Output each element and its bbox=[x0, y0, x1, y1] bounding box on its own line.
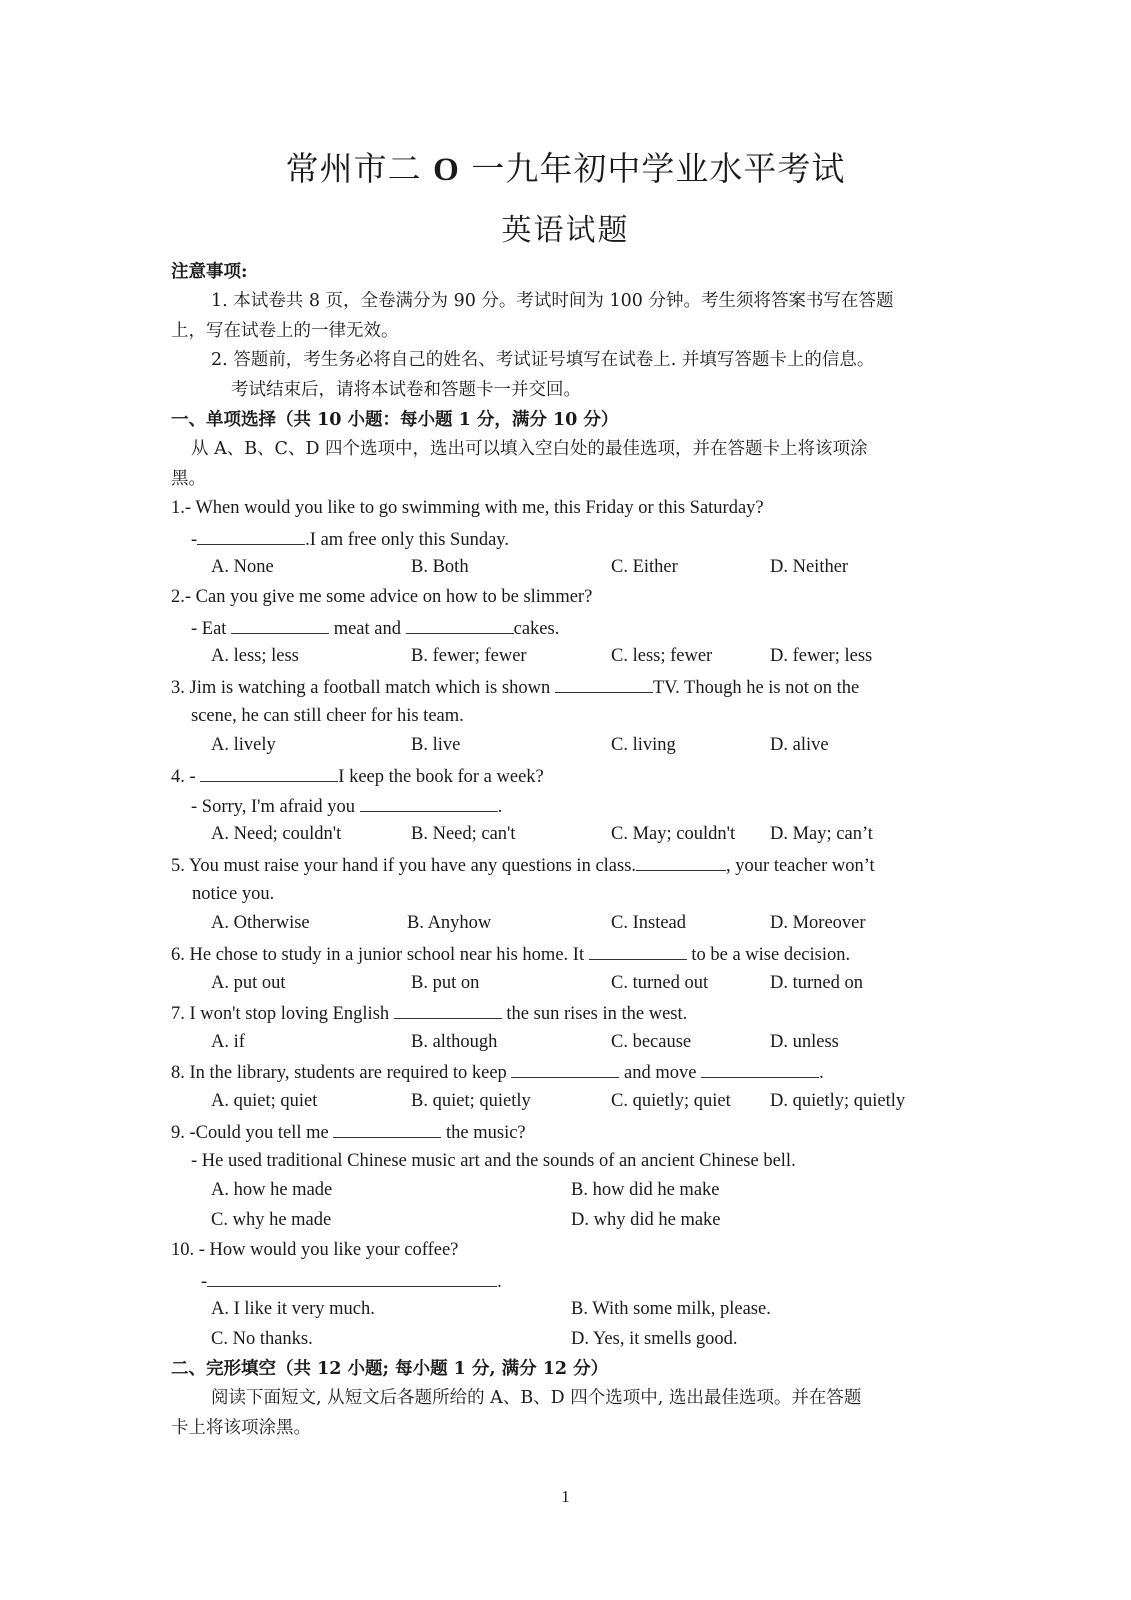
question-1-response bbox=[191, 526, 509, 552]
title-o: O bbox=[433, 152, 460, 188]
response-prefix: - bbox=[191, 530, 198, 550]
answer-blank bbox=[394, 1000, 502, 1019]
option-b: B. how did he make bbox=[571, 1180, 720, 1200]
question-text: - How would you like your coffee? bbox=[198, 1240, 459, 1260]
question-5-line2: notice you. bbox=[192, 884, 275, 904]
option-a: A. lively bbox=[211, 735, 276, 755]
option-b: B. put on bbox=[411, 973, 480, 993]
section2-heading: 二、完形填空（共 12 小题; 每小题 1 分, 满分 12 分） bbox=[171, 1359, 609, 1379]
question-3 bbox=[171, 674, 859, 700]
question-text: In the library, students are required to keep bbox=[189, 1063, 507, 1083]
response-text: cakes. bbox=[513, 619, 560, 639]
answer-blank bbox=[360, 793, 498, 812]
question-text: - When would you like to go swimming with me, this Friday or this Saturday? bbox=[184, 498, 764, 518]
response-text: - Sorry, I'm afraid you bbox=[191, 797, 355, 817]
question-text: I keep the book for a week? bbox=[338, 767, 544, 787]
answer-blank bbox=[555, 674, 653, 693]
notes-item2-line2: 考试结束后，请将本试卷和答题卡一并交回。 bbox=[231, 380, 581, 400]
option-b: B. although bbox=[411, 1032, 498, 1052]
option-d: D. unless bbox=[770, 1032, 839, 1052]
question-7 bbox=[171, 1000, 687, 1026]
exam-subtitle: 英语试题 bbox=[501, 213, 630, 248]
question-number: 4. bbox=[171, 767, 185, 787]
question-2-response bbox=[191, 615, 559, 641]
option-b: B. Both bbox=[411, 557, 469, 577]
option-c: C. Either bbox=[611, 557, 678, 577]
option-c: C. why he made bbox=[211, 1210, 332, 1230]
option-d: D. Moreover bbox=[770, 913, 866, 933]
question-number: 10. bbox=[171, 1240, 195, 1260]
question-number: 1. bbox=[171, 498, 185, 518]
question-text-mid: and move bbox=[624, 1063, 697, 1083]
question-number: 6. bbox=[171, 945, 185, 965]
option-d: D. turned on bbox=[770, 973, 863, 993]
option-a: A. Otherwise bbox=[211, 913, 310, 933]
question-4 bbox=[171, 763, 544, 789]
option-b: B. fewer; fewer bbox=[411, 646, 527, 666]
option-a: A. Need; couldn't bbox=[211, 824, 342, 844]
option-c: C. No thanks. bbox=[211, 1329, 313, 1349]
section2-instruction-line2: 卡上将该项涂黑。 bbox=[171, 1418, 311, 1438]
question-4-response bbox=[191, 793, 502, 819]
option-a: A. quiet; quiet bbox=[211, 1091, 318, 1111]
section1-heading: 一、单项选择（共 10 小题：每小题 1 分，满分 10 分） bbox=[171, 410, 619, 430]
option-c: C. less; fewer bbox=[611, 646, 713, 666]
section1-instruction-line2: 黑。 bbox=[171, 469, 206, 489]
question-6 bbox=[171, 941, 850, 967]
question-number: 8. bbox=[171, 1063, 185, 1083]
question-text-cont: the sun rises in the west. bbox=[506, 1004, 688, 1024]
response-end: . bbox=[497, 797, 503, 817]
question-text-cont: the music? bbox=[446, 1123, 526, 1143]
answer-blank bbox=[207, 1268, 497, 1287]
question-text: I won't stop loving English bbox=[189, 1004, 390, 1024]
answer-blank bbox=[333, 1119, 441, 1138]
question-text: You must raise your hand if you have any questions in class. bbox=[188, 856, 637, 876]
option-d: D. quietly; quietly bbox=[770, 1091, 906, 1111]
option-c: C. Instead bbox=[611, 913, 687, 933]
notes-item1-line2: 上，写在试卷上的一律无效。 bbox=[171, 321, 399, 341]
exam-title bbox=[0, 143, 1131, 190]
question-number: 5. bbox=[171, 856, 185, 876]
question-text-cont: TV. Though he is not on the bbox=[652, 678, 860, 698]
question-10 bbox=[171, 1238, 458, 1262]
question-text-end: . bbox=[819, 1063, 824, 1083]
option-d: D. May; can’t bbox=[770, 824, 873, 844]
option-d: D. Yes, it smells good. bbox=[571, 1329, 738, 1349]
question-10-response bbox=[201, 1268, 502, 1294]
response-text: .I am free only this Sunday. bbox=[305, 530, 509, 550]
option-a: A. put out bbox=[211, 973, 286, 993]
response-mid: meat and bbox=[333, 619, 401, 639]
question-number: 3. bbox=[171, 678, 185, 698]
answer-blank bbox=[589, 941, 687, 960]
question-3-line2: scene, he can still cheer for his team. bbox=[191, 706, 464, 726]
question-number: 2. bbox=[171, 587, 185, 607]
option-c: C. May; couldn't bbox=[611, 824, 736, 844]
question-9 bbox=[171, 1119, 526, 1145]
option-b: B. Need; can't bbox=[411, 824, 516, 844]
question-number: 7. bbox=[171, 1004, 185, 1024]
option-c: C. turned out bbox=[611, 973, 709, 993]
option-c: C. because bbox=[611, 1032, 692, 1052]
answer-blank bbox=[231, 615, 329, 634]
answer-blank bbox=[197, 526, 305, 545]
response-prefix: - bbox=[201, 1272, 208, 1292]
option-b: B. quiet; quietly bbox=[411, 1091, 531, 1111]
answer-blank bbox=[636, 852, 726, 871]
answer-blank bbox=[406, 615, 514, 634]
option-c: C. living bbox=[611, 735, 676, 755]
answer-blank bbox=[200, 763, 338, 782]
question-text: He chose to study in a junior school near his home. It bbox=[189, 945, 585, 965]
answer-blank bbox=[511, 1059, 619, 1078]
notes-item2-line1: 2. 答题前，考生务必将自己的姓名、考试证号填写在试卷上. 并填写答题卡上的信息。 bbox=[211, 350, 875, 370]
question-text: - Can you give me some advice on how to be slimmer? bbox=[184, 587, 593, 607]
option-d: D. alive bbox=[770, 735, 829, 755]
option-d: D. fewer; less bbox=[770, 646, 873, 666]
option-a: A. None bbox=[211, 557, 274, 577]
response-end: . bbox=[497, 1272, 502, 1292]
question-text: -Could you tell me bbox=[189, 1123, 329, 1143]
response-prefix: - Eat bbox=[191, 619, 227, 639]
question-9-response: - He used traditional Chinese music art and the sounds of an ancient Chinese bell. bbox=[191, 1151, 796, 1171]
answer-blank bbox=[701, 1059, 819, 1078]
option-b: B. With some milk, please. bbox=[571, 1299, 771, 1319]
option-d: D. why did he make bbox=[571, 1210, 721, 1230]
question-8 bbox=[171, 1059, 824, 1085]
notes-item1-line1: 1. 本试卷共 8 页，全卷满分为 90 分。考试时间为 100 分钟。考生须将答案书写在答题 bbox=[211, 291, 894, 311]
notes-heading: 注意事项: bbox=[171, 262, 248, 282]
question-text-cont: , your teacher won’t bbox=[726, 856, 875, 876]
question-1 bbox=[171, 496, 764, 520]
page-number: 1 bbox=[561, 1487, 570, 1506]
question-text: Jim is watching a football match which is shown bbox=[189, 678, 551, 698]
section1-instruction-line1: 从 A、B、C、D 四个选项中，选出可以填入空白处的最佳选项，并在答题卡上将该项涂 bbox=[191, 439, 868, 459]
question-2 bbox=[171, 585, 592, 609]
response-prefix: - bbox=[189, 767, 196, 787]
option-b: B. live bbox=[411, 735, 461, 755]
question-5 bbox=[171, 852, 875, 878]
question-number: 9. bbox=[171, 1123, 185, 1143]
title-part2: 一九年初中学业水平考试 bbox=[471, 149, 846, 188]
title-part1: 常州市二 bbox=[285, 149, 422, 188]
option-a: A. if bbox=[211, 1032, 245, 1052]
option-a: A. less; less bbox=[211, 646, 299, 666]
option-d: D. Neither bbox=[770, 557, 849, 577]
option-a: A. how he made bbox=[211, 1180, 333, 1200]
question-text-cont: to be a wise decision. bbox=[691, 945, 851, 965]
option-b: B. Anyhow bbox=[407, 913, 492, 933]
option-a: A. I like it very much. bbox=[211, 1299, 375, 1319]
section2-instruction-line1: 阅读下面短文, 从短文后各题所给的 A、B、D 四个选项中, 选出最佳选项。并在答题 bbox=[211, 1388, 862, 1408]
option-c: C. quietly; quiet bbox=[611, 1091, 731, 1111]
